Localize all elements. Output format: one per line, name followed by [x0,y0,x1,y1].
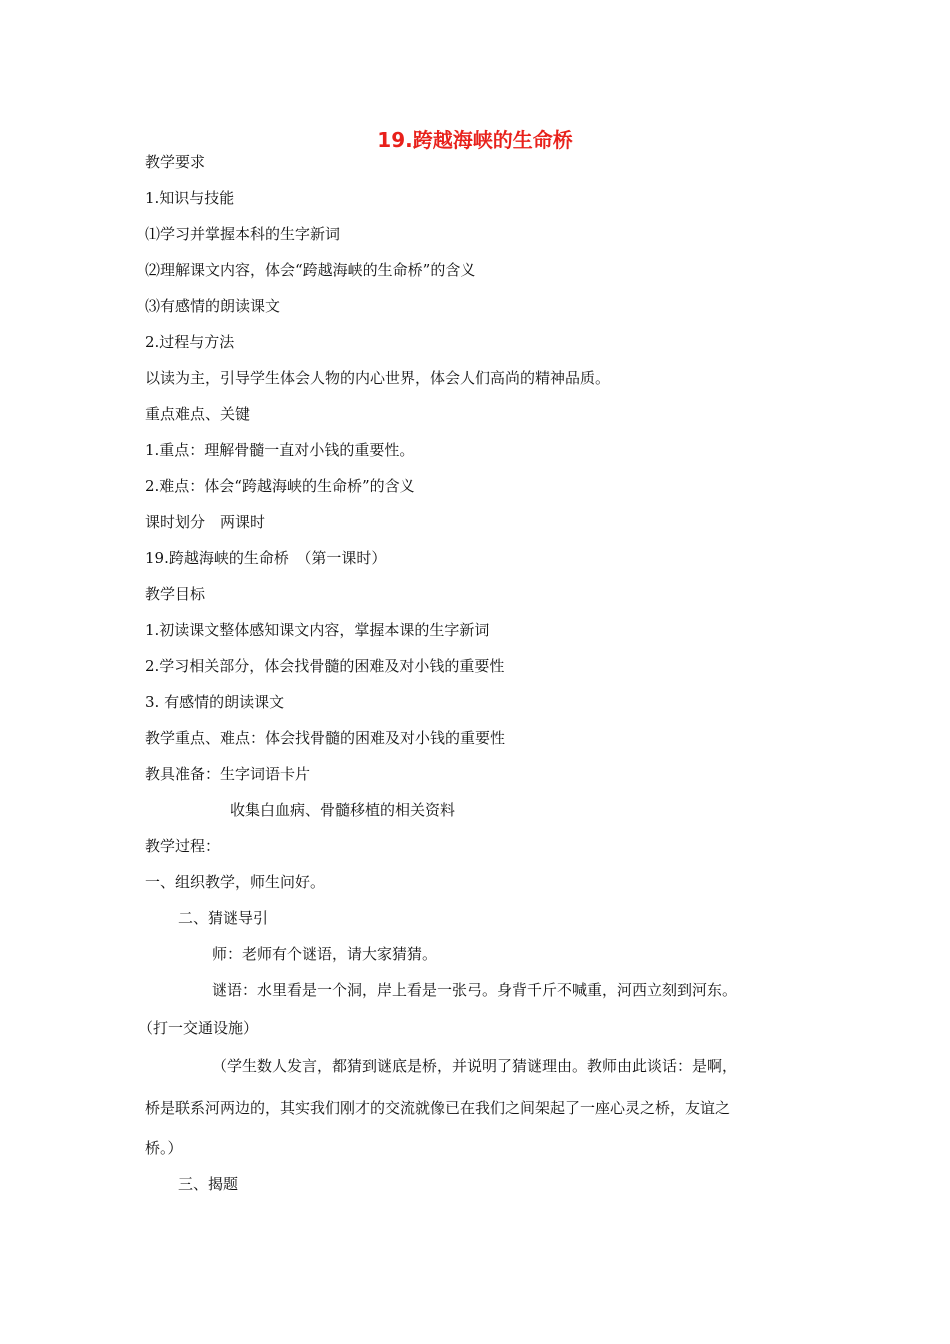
text-line: 1.重点：理解骨髓一直对小钱的重要性。 [145,441,415,459]
text-line: （打一交通设施） [138,1019,259,1037]
text-line: 2.学习相关部分，体会找骨髓的困难及对小钱的重要性 [145,657,505,675]
text-line: 教具准备：生字词语卡片 [145,765,311,783]
text-line: 师：老师有个谜语，请大家猜猜。 [212,945,438,963]
text-line: 1.知识与技能 [145,189,235,207]
text-line: 收集白血病、骨髓移植的相关资料 [230,801,456,819]
text-line: 2.过程与方法 [145,333,235,351]
text-line: 以读为主，引导学生体会人物的内心世界，体会人们高尚的精神品质。 [145,369,611,387]
text-line: 桥。） [145,1139,183,1157]
text-line: 3. 有感情的朗读课文 [145,693,285,711]
text-line: 二、猜谜导引 [178,909,269,927]
text-line: ⑵理解课文内容，体会“跨越海峡的生命桥”的含义 [145,261,476,279]
text-line: 一、组织教学，师生问好。 [145,873,326,891]
text-line: ⑶有感情的朗读课文 [145,297,281,315]
riddle-line: 谜语：水里看是一个洞，岸上看是一张弓。身背千斤不喊重，河西立刻到河东。 [212,981,738,999]
document-title: 19.跨越海峡的生命桥 [377,128,573,152]
text-line: 1.初读课文整体感知课文内容，掌握本课的生字新词 [145,621,490,639]
section-heading-teaching-goals: 教学目标 [145,585,206,603]
section-heading-teaching-process: 教学过程： [145,837,221,855]
text-line: 课时划分 两课时 [145,513,266,531]
text-line: 桥是联系河两边的，其实我们刚才的交流就像已在我们之间架起了一座心灵之桥，友谊之 [145,1099,731,1117]
lesson-heading: 19.跨越海峡的生命桥 （第一课时） [145,549,387,567]
section-heading-teaching-requirements: 教学要求 [145,153,206,171]
text-line: ⑴学习并掌握本科的生字新词 [145,225,341,243]
text-line: （学生数人发言，都猜到谜底是桥，并说明了猜谜理由。教师由此谈话：是啊， [212,1057,738,1075]
text-line: 三、揭题 [178,1175,239,1193]
text-line: 教学重点、难点：体会找骨髓的困难及对小钱的重要性 [145,729,506,747]
text-line: 2.难点：体会“跨越海峡的生命桥”的含义 [145,477,415,495]
section-heading-key-points: 重点难点、关键 [145,405,251,423]
